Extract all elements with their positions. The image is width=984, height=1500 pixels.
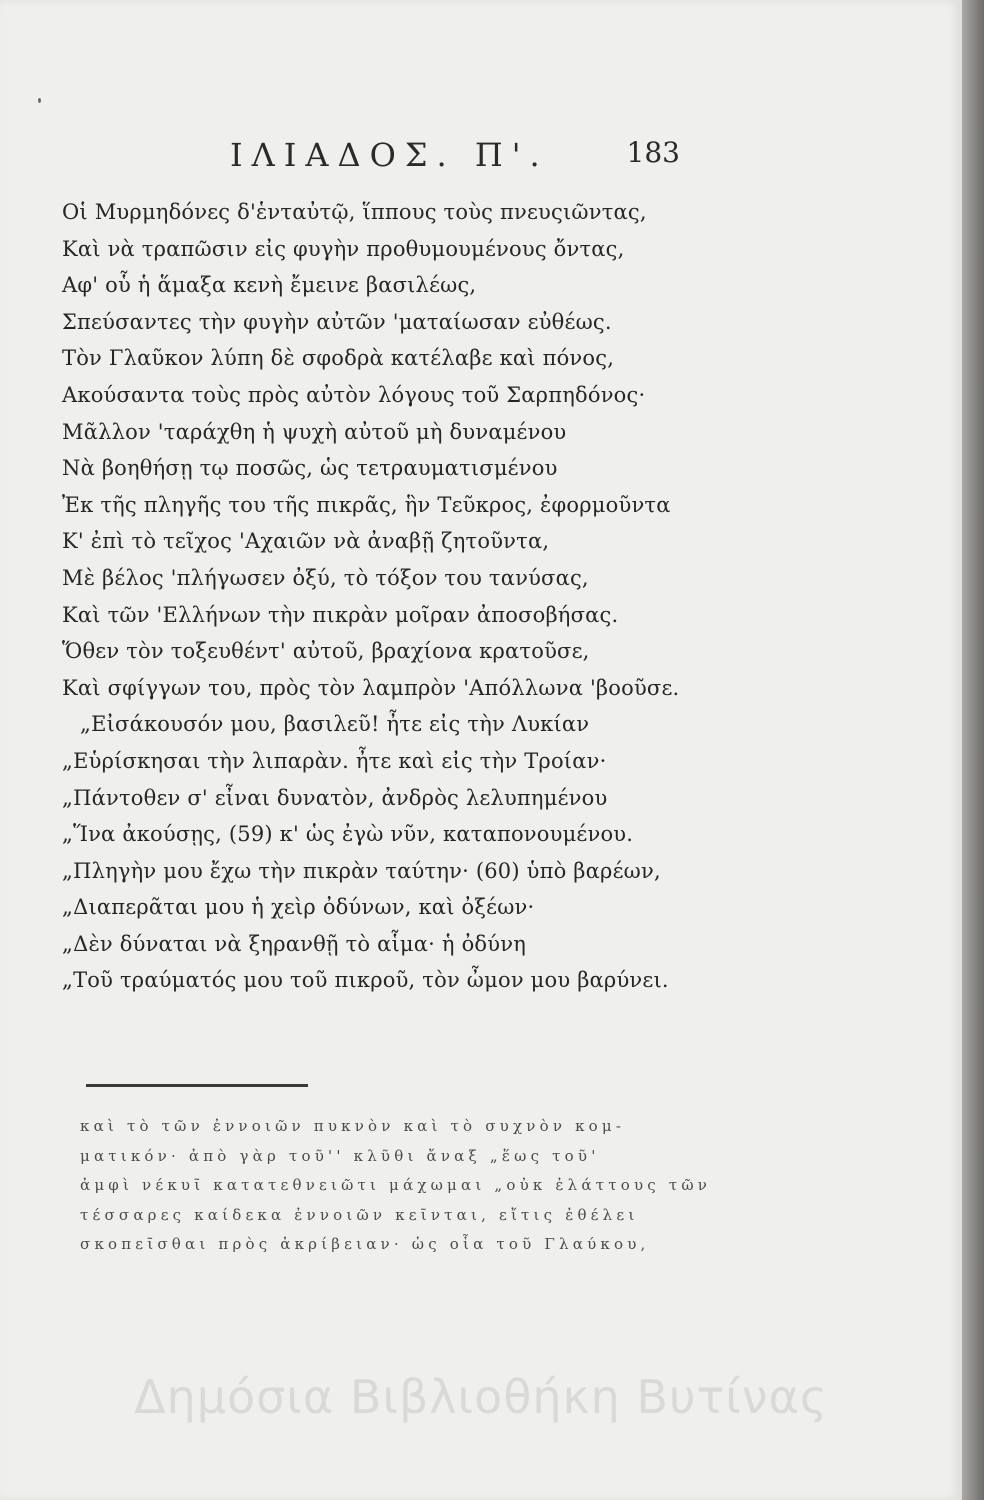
footnote-line: ἀμφὶ νέκυῖ κατατεθνειῶτι μάχωμαι „οὐκ ἐλάττους τῶν bbox=[80, 1176, 712, 1194]
quoted-verse-line: „Εἰσάκουσόν μου, βασιλεῦ! ἦτε εἰς τὴν Λυκίαν bbox=[80, 712, 590, 737]
verse-line: Καὶ τῶν 'Ελλήνων τὴν πικρὰν μοῖραν ἀποσοβήσας. bbox=[62, 602, 619, 627]
verse-line: Καὶ σφίγγων του, πρὸς τὸν λαμπρὸν 'Απόλλωνα 'βοοῦσε. bbox=[62, 675, 680, 700]
page-number: 183 bbox=[626, 136, 680, 169]
verse-line: Νὰ βοηθήσῃ τῳ ποσῶς, ὡς τετραυματισμένου bbox=[62, 456, 558, 481]
footnote-line: καὶ τὸ τῶν ἐννοιῶν πυκνὸν καὶ τὸ συχνὸν κομ- bbox=[80, 1117, 626, 1135]
verse-line: Αφ' οὗ ἡ ἅμαξα κενὴ ἔμεινε βασιλέως, bbox=[62, 273, 477, 298]
verse-line: Τὸν Γλαῦκον λύπη δὲ σφοδρὰ κατέλαβε καὶ πόνος, bbox=[62, 346, 615, 371]
footnote-line: σκοπεῖσθαι πρὸς ἀκρίβειαν· ὡς οἷα τοῦ Γλαύκου, bbox=[80, 1235, 650, 1253]
verse-line: Ἐκ τῆς πληγῆς του τῆς πικρᾶς, ἣν Τεῦκρος, ἐφορμοῦντα bbox=[62, 492, 671, 517]
quoted-verse-line: „Δὲν δύναται νὰ ξηρανθῇ τὸ αἷμα· ἡ ὀδύνη bbox=[62, 931, 526, 956]
verse-line: Ὅθεν τὸν τοξευθέντ' αὐτοῦ, βραχίονα κρατοῦσε, bbox=[62, 639, 590, 664]
footnote-text bbox=[80, 1112, 710, 1260]
verse-line: Ακούσαντα τοὺς πρὸς αὐτὸν λόγους τοῦ Σαρπηδόνος· bbox=[62, 382, 646, 407]
footnote-line: τέσσαρες καίδεκα ἐννοιῶν κεῖνται, εἴτις ἐθέλει bbox=[80, 1205, 639, 1224]
page-edge-shadow bbox=[962, 0, 984, 1500]
verse-line: Μὲ βέλος 'πλήγωσεν ὀξύ, τὸ τόξον του τανύσας, bbox=[62, 565, 589, 590]
quoted-verse-line: „Εὑρίσκησαι τὴν λιπαρὰν. ἦτε καὶ εἰς τὴν Τροίαν· bbox=[62, 748, 607, 773]
page-header bbox=[200, 136, 680, 180]
quoted-verse-line: „Πάντοθεν σ' εἶναι δυνατὸν, ἀνδρὸς λελυπημένου bbox=[62, 785, 608, 810]
verse-line: Μᾶλλον 'ταράχθη ἡ ψυχὴ αὐτοῦ μὴ δυναμένου bbox=[62, 419, 567, 444]
quoted-verse-line: „Διαπερᾶται μου ἡ χεὶρ ὀδύνων, καὶ ὀξέων· bbox=[62, 895, 535, 920]
verse-line: Σπεύσαντες τὴν φυγὴν αὐτῶν 'ματαίωσαν εὐθέως. bbox=[62, 309, 612, 334]
quoted-verse-line: „Πληγὴν μου ἔχω τὴν πικρὰν ταύτην· (60) ὑπὸ βαρέων, bbox=[62, 858, 661, 883]
running-title: ΙΛΙΑΔΟΣ. Π'. bbox=[230, 136, 549, 174]
footnote-line: ματικόν· ἀπὸ γὰρ τοῦ'' κλῦθι ἄναξ „ἕως τοῦ' bbox=[80, 1146, 600, 1165]
verse-text bbox=[62, 194, 702, 999]
verse-line: Κ' ἐπὶ τὸ τεῖχος 'Αχαιῶν νὰ ἀναβῇ ζητοῦντα, bbox=[62, 529, 550, 554]
ink-speck bbox=[38, 98, 41, 103]
verse-line: Καὶ νὰ τραπῶσιν εἰς φυγὴν προθυμουμένους ὄντας, bbox=[62, 236, 625, 261]
quoted-verse-line: „Τοῦ τραύματός μου τοῦ πικροῦ, τὸν ὦμον μου βαρύνει. bbox=[62, 968, 669, 993]
library-watermark: Δημόσια Βιβλιοθήκη Βυτίνας bbox=[134, 1370, 828, 1424]
verse-line: Οἱ Μυρμηδόνες δ'ἑνταὐτῷ, ἵππους τοὺς πνευςιῶντας, bbox=[62, 200, 647, 224]
quoted-verse-line: „Ἵνα ἀκούσῃς, (59) κ' ὡς ἐγὼ νῦν, καταπονουμένου. bbox=[62, 822, 634, 847]
footnote-rule bbox=[86, 1084, 308, 1087]
